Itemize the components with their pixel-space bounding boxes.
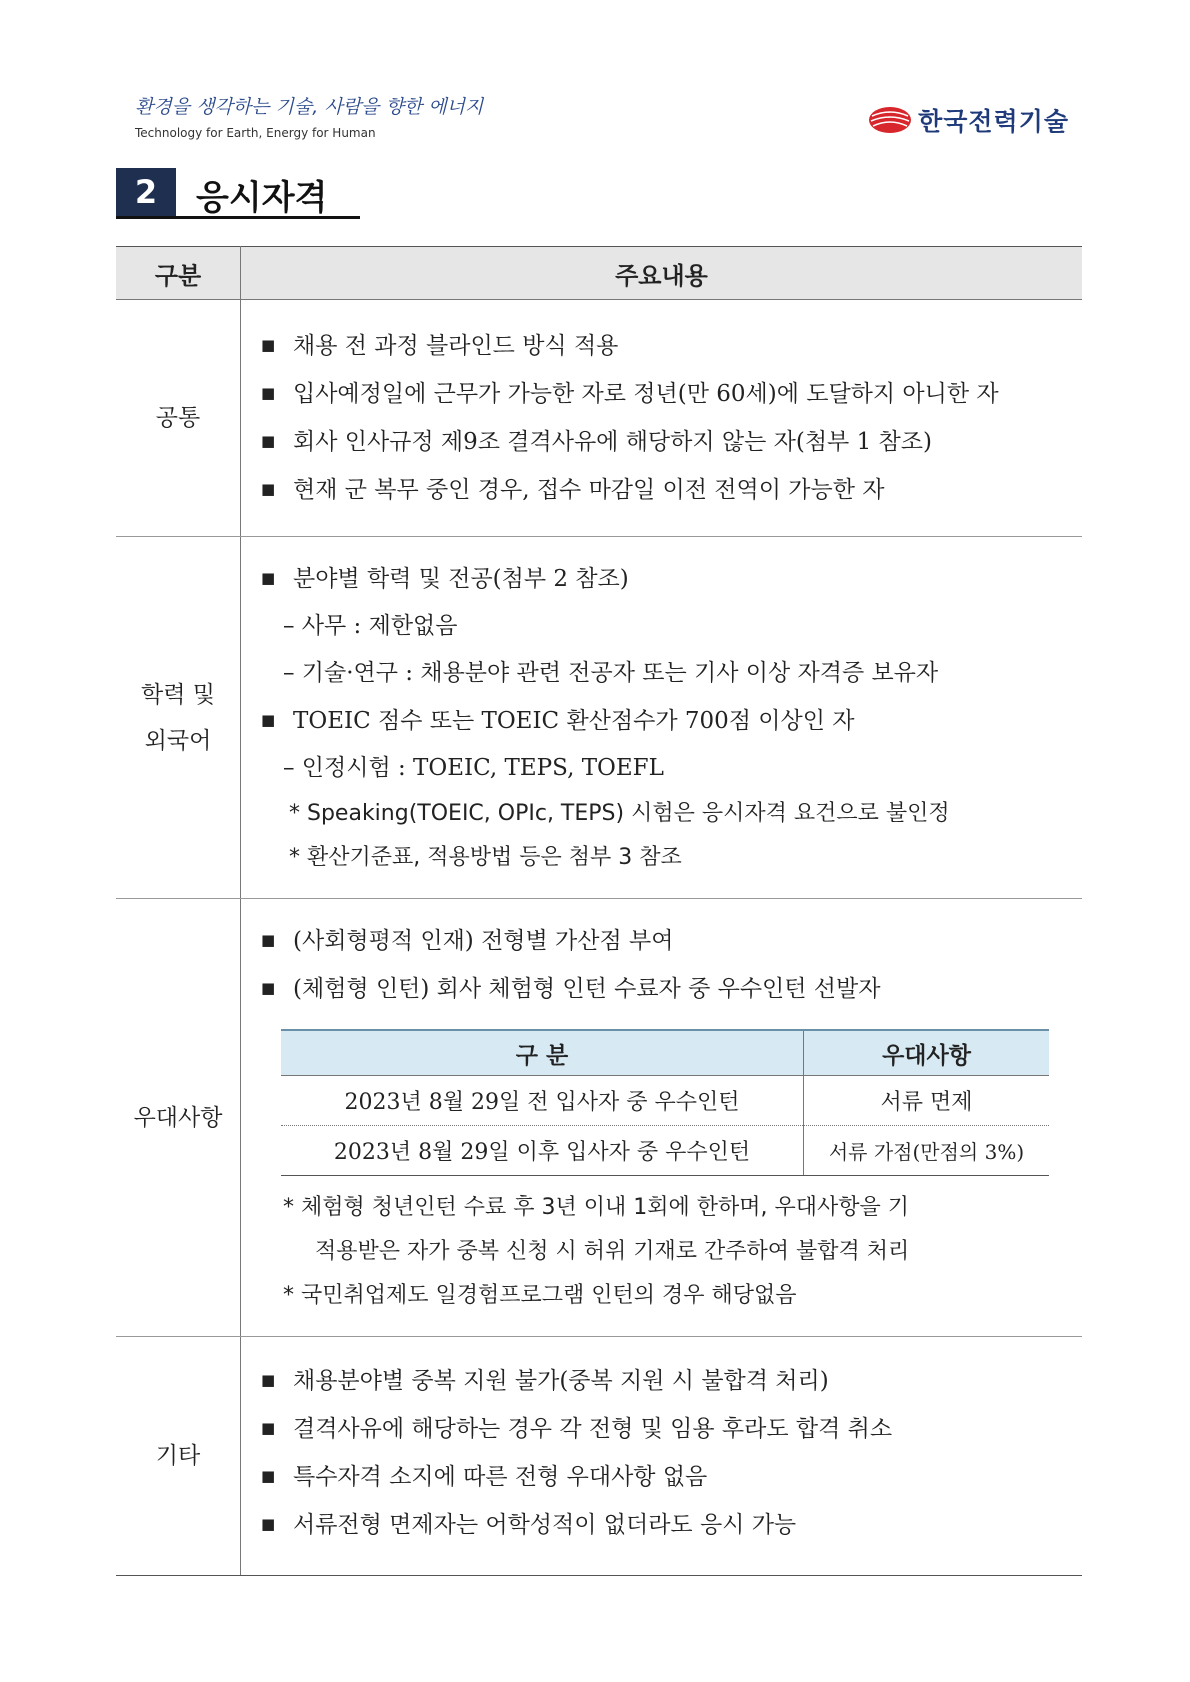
list-item: ■ 입사예정일에 근무가 가능한 자로 정년(만 60세)에 도달하지 아니한 자 xyxy=(261,370,1082,418)
row-label: 기타 xyxy=(116,1337,241,1576)
header-content: 주요내용 xyxy=(241,247,1083,300)
list-note: * 국민취업제도 일경험프로그램 인턴의 경우 해당없음 xyxy=(283,1283,797,1308)
kepco-logo-icon xyxy=(868,106,912,134)
list-note: 적용받은 자가 중복 신청 시 허위 기재로 간주하여 불합격 처리 xyxy=(315,1239,910,1264)
slogan: 환경을 생각하는 기술, 사람을 향한 에너지 xyxy=(135,96,484,118)
sub-cell: 2023년 8월 29일 이후 입사자 중 우수인턴 xyxy=(281,1126,804,1176)
sub-cell: 서류 가점(만점의 3%) xyxy=(804,1126,1050,1176)
section-title: 응시자격 xyxy=(196,178,328,218)
company-name: 한국전력기술 xyxy=(918,107,1069,136)
header-category: 구분 xyxy=(116,247,241,300)
slogan-english: Technology for Earth, Energy for Human xyxy=(135,126,376,140)
list-item: ■ 특수자격 소지에 따른 전형 우대사항 없음 xyxy=(261,1453,1082,1501)
table-row xyxy=(116,1337,1082,1576)
list-item: ■ 서류전형 면제자는 어학성적이 없더라도 응시 가능 xyxy=(261,1501,1082,1549)
section-heading xyxy=(116,168,360,219)
row-label xyxy=(116,537,241,899)
list-item: ■ 현재 군 복무 중인 경우, 접수 마감일 이전 전역이 가능한 자 xyxy=(261,466,1082,514)
list-item: ■ (체험형 인턴) 회사 체험형 인턴 수료자 중 우수인턴 선발자 xyxy=(261,965,1082,1013)
row-content xyxy=(241,300,1083,537)
list-item: ■ 회사 인사규정 제9조 결격사유에 해당하지 않는 자(첨부 1 참조) xyxy=(261,418,1082,466)
preference-table xyxy=(281,1029,1049,1176)
table-row xyxy=(116,300,1082,537)
list-item: ■ TOEIC 점수 또는 TOEIC 환산점수가 700점 이상인 자 xyxy=(261,697,1082,745)
row-content xyxy=(241,537,1083,899)
list-item: ■ 채용 전 과정 블라인드 방식 적용 xyxy=(261,322,1082,370)
list-item: ■ 분야별 학력 및 전공(첨부 2 참조) xyxy=(261,555,1082,603)
list-note: * 체험형 청년인턴 수료 후 3년 이내 1회에 한하며, 우대사항을 기 xyxy=(283,1195,909,1220)
list-item: ■ 채용분야별 중복 지원 불가(중복 지원 시 불합격 처리) xyxy=(261,1357,1082,1405)
list-item: ■ 결격사유에 해당하는 경우 각 전형 및 임용 후라도 합격 취소 xyxy=(261,1405,1082,1453)
table-row xyxy=(116,899,1082,1337)
list-subitem: – 인정시험 : TOEIC, TEPS, TOEFL xyxy=(283,755,664,781)
sub-table-row xyxy=(281,1126,1049,1176)
list-item: ■ (사회형평적 인재) 전형별 가산점 부여 xyxy=(261,917,1082,965)
row-label: 우대사항 xyxy=(116,899,241,1337)
list-note: * Speaking(TOEIC, OPIc, TEPS) 시험은 응시자격 요건으로 불인정 xyxy=(289,801,950,826)
table-header-row xyxy=(116,247,1082,300)
company-logo xyxy=(868,102,1069,138)
sub-cell: 2023년 8월 29일 전 입사자 중 우수인턴 xyxy=(281,1076,804,1126)
sub-table-header-row xyxy=(281,1030,1049,1076)
table-row xyxy=(116,537,1082,899)
row-label-line: 학력 및 xyxy=(141,681,215,708)
sub-table-row xyxy=(281,1076,1049,1126)
row-content xyxy=(241,899,1083,1337)
row-content xyxy=(241,1337,1083,1576)
page-header xyxy=(135,92,1075,142)
sub-header-category: 구 분 xyxy=(281,1030,804,1076)
section-number: 2 xyxy=(116,168,176,216)
sub-cell: 서류 면제 xyxy=(804,1076,1050,1126)
sub-header-benefit: 우대사항 xyxy=(804,1030,1050,1076)
eligibility-table xyxy=(116,246,1082,1576)
list-subitem: – 기술·연구 : 채용분야 관련 전공자 또는 기사 이상 자격증 보유자 xyxy=(283,660,939,686)
list-note: * 환산기준표, 적용방법 등은 첨부 3 참조 xyxy=(289,845,682,870)
list-subitem: – 사무 : 제한없음 xyxy=(283,613,458,639)
row-label-line: 외국어 xyxy=(144,727,212,754)
row-label: 공통 xyxy=(116,300,241,537)
